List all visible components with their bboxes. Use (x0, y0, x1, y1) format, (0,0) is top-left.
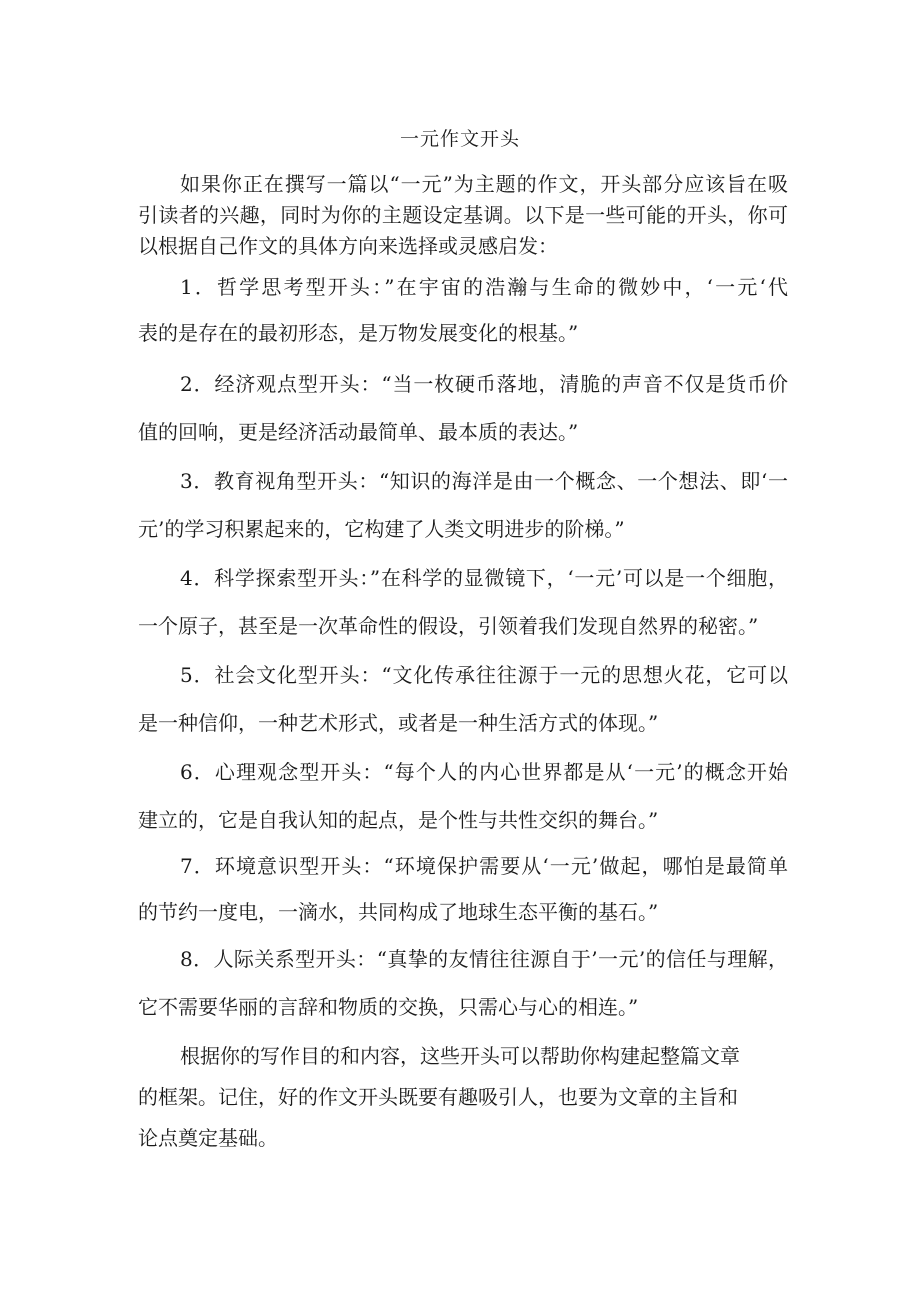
list-item-line2: 表的是存在的最初形态，是万物发展变化的根基。” (138, 321, 579, 345)
list-item-line1: 3．教育视角型开头：“知识的海洋是由一个概念、一个想法、即‘一 (180, 469, 788, 493)
list-item-line1: 1．哲学思考型开头：”在宇宙的浩瀚与生命的微妙中，‘一元‘代 (180, 275, 788, 299)
conclusion-line: 的框架。记住，好的作文开头既要有趣吸引人，也要为文章的主旨和 (138, 1085, 738, 1109)
list-item-line1: 6．心理观念型开头：“每个人的内心世界都是从‘一元’的概念开始 (180, 760, 788, 784)
list-item-line2: 一个原子，甚至是一次革命性的假设，引领着我们发现自然界的秘密。” (138, 614, 759, 638)
list-item-line2: 它不需要华丽的言辞和物质的交换，只需心与心的相连。” (138, 995, 639, 1019)
list-item-line1: 5．社会文化型开头：“文化传承往往源于一元的思想火花，它可以 (180, 663, 788, 687)
document-title: 一元作文开头 (399, 128, 520, 150)
list-item-line1: 4．科学探索型开头：”在科学的显微镜下，‘一元’可以是一个细胞， (180, 566, 788, 590)
intro-line: 如果你正在撰写一篇以“一元”为主题的作文，开头部分应该旨在吸 (180, 172, 788, 196)
list-item-line2: 建立的，它是自我认知的起点，是个性与共性交织的舞台。” (138, 808, 659, 832)
list-item-line2: 元’的学习积累起来的，它构建了人类文明进步的阶梯。” (138, 517, 625, 541)
intro-line: 以根据自己作文的具体方向来选择或灵感启发： (138, 234, 558, 258)
list-item-line2: 值的回响，更是经济活动最简单、最本质的表达。” (138, 420, 579, 444)
conclusion-line: 根据你的写作目的和内容，这些开头可以帮助你构建起整篇文章 (180, 1044, 740, 1068)
intro-line: 引读者的兴趣，同时为你的主题设定基调。以下是一些可能的开头，你可 (138, 203, 788, 227)
list-item-line2: 是一种信仰，一种艺术形式，或者是一种生活方式的体现。” (138, 711, 659, 735)
list-item-line1: 2．经济观点型开头：“当一枚硬币落地，清脆的声音不仅是货币价 (180, 372, 788, 396)
list-item-line1: 7．环境意识型开头：“环境保护需要从‘一元’做起，哪怕是最简单 (180, 854, 788, 878)
list-item-line2: 的节约一度电，一滴水，共同构成了地球生态平衡的基石。” (138, 900, 659, 924)
conclusion-line: 论点奠定基础。 (138, 1126, 278, 1150)
list-item-line1: 8．人际关系型开头：“真挚的友情往往源自于’一元’的信任与理解， (180, 947, 788, 971)
